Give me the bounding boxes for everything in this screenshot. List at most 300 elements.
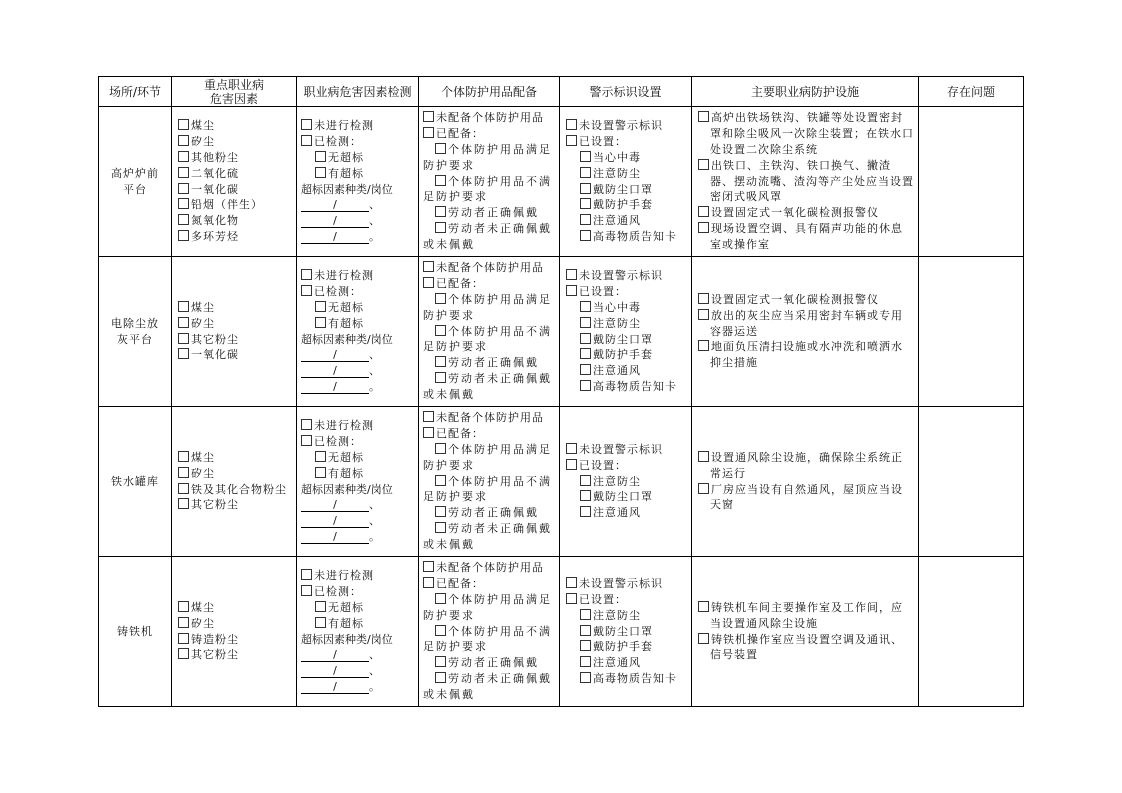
checkbox[interactable] (315, 617, 326, 628)
detection-none-exceed-label: 无超标 (328, 150, 364, 164)
ppe-sub-option-label: 个体防护用品满足防护要求 (423, 293, 552, 322)
ppe-sub-option (423, 505, 555, 521)
checkbox[interactable] (178, 135, 189, 146)
checkbox[interactable] (435, 443, 446, 454)
facility-option-label: 厂房应当设有自然通风，屋顶应当设天窗 (710, 482, 903, 512)
location-text: 平台 (123, 182, 147, 196)
checkbox[interactable] (315, 451, 326, 462)
ppe-sub-option (423, 324, 555, 356)
signs-set (566, 284, 687, 300)
exceed-factor-blank (301, 379, 414, 395)
hazard-option (178, 632, 292, 648)
ppe-sub-option (423, 221, 555, 253)
checkbox[interactable] (178, 348, 189, 359)
ppe-sub-option (423, 142, 555, 174)
checkbox[interactable] (301, 569, 312, 580)
ppe-not-equipped (423, 110, 555, 126)
checkbox[interactable] (178, 151, 189, 162)
ppe-cell (419, 257, 560, 407)
checkbox[interactable] (178, 633, 189, 644)
sign-option-label: 注意防尘 (593, 316, 641, 330)
checkbox[interactable] (435, 143, 446, 154)
hazard-option (178, 300, 292, 316)
ppe-not-equipped (423, 560, 555, 576)
ppe-sub-option (423, 671, 555, 703)
ppe-not-equipped-label: 未配备个体防护用品 (436, 561, 544, 575)
checkbox[interactable] (698, 340, 709, 351)
checkbox[interactable] (580, 625, 591, 636)
checkbox[interactable] (178, 167, 189, 178)
hazard-option-label: 矽尘 (191, 135, 215, 149)
checkbox[interactable] (566, 119, 577, 130)
header-row (99, 77, 1024, 107)
sign-option (566, 332, 687, 348)
ppe-sub-option (423, 205, 555, 221)
table-row (99, 407, 1024, 557)
detection-none-exceed (301, 300, 414, 316)
ppe-sub-option (423, 174, 555, 206)
exceed-factor-label: 超标因素种类/岗位 (301, 182, 393, 196)
sign-option-label: 注意防尘 (593, 474, 641, 488)
hazard-option (178, 118, 292, 134)
ppe-cell (419, 557, 560, 707)
sign-option (566, 197, 687, 213)
detection-done (301, 434, 414, 450)
checkbox[interactable] (435, 672, 446, 683)
signs-set-label: 已设置： (579, 593, 627, 606)
checkbox[interactable] (435, 593, 446, 604)
detection-not-done (301, 418, 414, 434)
checkbox[interactable] (178, 301, 189, 312)
detection-not-done-label: 未进行检测 (314, 119, 374, 133)
checkbox[interactable] (423, 577, 434, 588)
checkbox[interactable] (580, 317, 591, 328)
blank-punct: 、 (369, 514, 380, 528)
hazard-option-label: 多环芳烃 (191, 229, 239, 243)
ppe-equipped (423, 426, 555, 442)
checkbox[interactable] (435, 656, 446, 667)
checkbox[interactable] (580, 656, 591, 667)
hazard-option-label: 一氧化碳 (191, 348, 239, 362)
detection-exceed (301, 466, 414, 482)
checkbox[interactable] (315, 167, 326, 178)
checkbox[interactable] (566, 135, 577, 146)
sign-option (566, 624, 687, 640)
detection-cell (297, 407, 419, 557)
detection-none-exceed (301, 450, 414, 466)
checkbox[interactable] (580, 506, 591, 517)
ppe-sub-option-label: 劳动者正确佩戴 (448, 356, 539, 370)
sign-option (566, 166, 687, 182)
exceed-factor-blank (301, 529, 414, 545)
hazard-option (178, 647, 292, 663)
checkbox[interactable] (580, 475, 591, 486)
table-row (99, 557, 1024, 707)
checkbox[interactable] (301, 585, 312, 596)
checkbox[interactable] (301, 285, 312, 296)
facility-option (698, 292, 914, 308)
fill-in-blank[interactable]: / (301, 381, 369, 394)
ppe-not-equipped-label: 未配备个体防护用品 (436, 111, 544, 125)
blank-punct: 。 (369, 229, 380, 243)
checkbox[interactable] (178, 333, 189, 344)
checkbox[interactable] (423, 127, 434, 138)
hazard-option (178, 213, 292, 229)
sign-option-label: 注意通风 (593, 506, 641, 520)
blank-punct: 。 (369, 379, 380, 393)
location-text: 铁水罐库 (111, 474, 159, 488)
blank-punct: 、 (369, 214, 380, 228)
ppe-sub-option (423, 442, 555, 474)
signs-set-label: 已设置： (579, 285, 627, 299)
checkbox[interactable] (698, 309, 709, 320)
checkbox[interactable] (435, 506, 446, 517)
signs-set (566, 592, 687, 608)
sign-option (566, 363, 687, 379)
checkbox[interactable] (698, 451, 709, 462)
checkbox[interactable] (698, 222, 709, 233)
checkbox[interactable] (178, 617, 189, 628)
checkbox[interactable] (580, 198, 591, 209)
checkbox[interactable] (423, 261, 434, 272)
fill-in-blank[interactable]: / (301, 515, 369, 528)
detection-done (301, 284, 414, 300)
blank-punct: 、 (369, 498, 380, 512)
sign-option (566, 182, 687, 198)
checkbox[interactable] (580, 609, 591, 620)
location-text: 灰平台 (117, 332, 153, 346)
hazards-cell (172, 107, 297, 257)
hazard-option-label: 一氧化碳 (191, 182, 239, 196)
fill-in-blank[interactable]: / (301, 649, 369, 662)
hazard-option-label: 其它粉尘 (191, 498, 239, 512)
ppe-sub-option-label: 个体防护用品满足防护要求 (423, 443, 552, 472)
fill-in-blank[interactable]: / (301, 349, 369, 362)
ppe-sub-option-label: 劳动者未正确佩戴或未佩戴 (423, 371, 552, 401)
header-issues: 存在问题 (919, 77, 1024, 107)
ppe-sub-option (423, 355, 555, 371)
exceed-factor-blank (301, 497, 414, 513)
checkbox[interactable] (580, 348, 591, 359)
facility-option (698, 450, 914, 482)
facility-option-label: 地面负压清扫设施或水冲洗和喷洒水抑尘措施 (710, 340, 903, 370)
checkbox[interactable] (566, 269, 577, 280)
hazard-option (178, 150, 292, 166)
checkbox[interactable] (580, 640, 591, 651)
checkbox[interactable] (423, 427, 434, 438)
checkbox[interactable] (580, 230, 591, 241)
checkbox[interactable] (301, 435, 312, 446)
detection-exceed-label: 有超标 (328, 316, 364, 330)
checkbox[interactable] (698, 633, 709, 644)
detection-done-label: 已检测： (314, 135, 362, 149)
signs-not-set-label: 未设置警示标识 (579, 443, 663, 456)
sign-option (566, 300, 687, 316)
hazard-option-label: 其它粉尘 (191, 332, 239, 346)
checkbox[interactable] (580, 672, 591, 683)
facility-option (698, 632, 914, 664)
checkbox[interactable] (435, 175, 446, 186)
hazard-option-label: 铸造粉尘 (191, 632, 239, 646)
fill-in-blank[interactable]: / (301, 231, 369, 244)
detection-exceed (301, 616, 414, 632)
checkbox[interactable] (315, 317, 326, 328)
fill-in-blank[interactable]: / (301, 365, 369, 378)
ppe-sub-option-label: 劳动者正确佩戴 (448, 656, 539, 670)
checkbox[interactable] (423, 411, 434, 422)
issues-cell[interactable] (919, 407, 1024, 557)
ppe-equipped (423, 276, 555, 292)
checkbox[interactable] (178, 230, 189, 241)
hazard-option (178, 497, 292, 513)
ppe-sub-option (423, 655, 555, 671)
fill-in-blank[interactable]: / (301, 665, 369, 678)
ppe-sub-option-label: 个体防护用品不满足防护要求 (423, 324, 552, 354)
checkbox[interactable] (435, 475, 446, 486)
exceed-factor-blank (301, 679, 414, 695)
sign-option-label: 高毒物质告知卡 (593, 379, 677, 393)
signs-not-set (566, 118, 687, 134)
facilities-cell (692, 257, 919, 407)
ppe-sub-option-label: 劳动者未正确佩戴或未佩戴 (423, 671, 552, 701)
signs-not-set-label: 未设置警示标识 (579, 577, 663, 591)
checkbox[interactable] (178, 198, 189, 209)
checkbox[interactable] (698, 483, 709, 494)
sign-option (566, 150, 687, 166)
fill-in-blank[interactable]: / (301, 681, 369, 694)
sign-option (566, 316, 687, 332)
checkbox[interactable] (178, 119, 189, 130)
sign-option (566, 213, 687, 229)
table-row (99, 257, 1024, 407)
ppe-not-equipped-label: 未配备个体防护用品 (436, 411, 544, 425)
checkbox[interactable] (566, 593, 577, 604)
checkbox[interactable] (566, 459, 577, 470)
sign-option-label: 注意通风 (593, 656, 641, 670)
hazard-option-label: 矽尘 (191, 316, 215, 330)
issues-cell[interactable] (919, 107, 1024, 257)
checkbox[interactable] (178, 183, 189, 194)
hazard-option (178, 182, 292, 198)
checkbox[interactable] (698, 601, 709, 612)
checkbox[interactable] (178, 214, 189, 225)
detection-not-done (301, 268, 414, 284)
hazard-option-label: 铅烟（伴生） (191, 198, 263, 212)
hazard-option-label: 煤尘 (191, 300, 215, 314)
sign-option (566, 489, 687, 505)
hazards-cell (172, 557, 297, 707)
sign-option-label: 当心中毒 (593, 150, 641, 164)
blank-punct: 、 (369, 364, 380, 378)
checkbox[interactable] (178, 498, 189, 509)
checkbox[interactable] (435, 372, 446, 383)
checkbox[interactable] (580, 333, 591, 344)
exceed-factor-label: 超标因素种类/岗位 (301, 632, 393, 646)
facility-option (698, 110, 914, 157)
checkbox[interactable] (698, 206, 709, 217)
checkbox[interactable] (580, 167, 591, 178)
facilities-cell (692, 557, 919, 707)
checkbox[interactable] (315, 601, 326, 612)
checkbox[interactable] (566, 285, 577, 296)
checkbox[interactable] (435, 325, 446, 336)
checkbox[interactable] (315, 301, 326, 312)
hazard-option (178, 316, 292, 332)
sign-option-label: 注意防尘 (593, 166, 641, 180)
ppe-equipped-label: 已配备： (436, 577, 484, 591)
detection-not-done (301, 118, 414, 134)
location-text: 铸铁机 (117, 624, 153, 638)
checkbox[interactable] (435, 522, 446, 533)
exceed-factor-blank (301, 213, 414, 229)
facilities-cell (692, 407, 919, 557)
checkbox[interactable] (580, 183, 591, 194)
facility-option-label: 铸铁机操作室应当设置空调及通讯、信号装置 (710, 632, 903, 662)
detection-none-exceed-label: 无超标 (328, 600, 364, 614)
signs-set (566, 458, 687, 474)
sign-option (566, 639, 687, 655)
signs-set-label: 已设置： (579, 135, 627, 149)
header-ppe: 个体防护用品配备 (419, 77, 560, 107)
fill-in-blank[interactable]: / (301, 215, 369, 228)
ppe-sub-option-label: 个体防护用品不满足防护要求 (423, 174, 552, 204)
ppe-sub-option (423, 592, 555, 624)
ppe-sub-option (423, 521, 555, 553)
detection-exceed-label: 有超标 (328, 166, 364, 180)
detection-not-done-label: 未进行检测 (314, 269, 374, 283)
checkbox[interactable] (301, 135, 312, 146)
checkbox[interactable] (698, 159, 709, 170)
facility-option (698, 221, 914, 253)
detection-exceed-label: 有超标 (328, 616, 364, 630)
signs-not-set (566, 268, 687, 284)
hazard-option (178, 332, 292, 348)
sign-option-label: 戴防尘口罩 (593, 332, 653, 346)
issues-cell[interactable] (919, 557, 1024, 707)
checkbox[interactable] (301, 119, 312, 130)
blank-punct: 。 (369, 529, 380, 543)
checkbox[interactable] (698, 293, 709, 304)
detection-done-label: 已检测： (314, 435, 362, 449)
sign-option-label: 戴防尘口罩 (593, 182, 653, 196)
checkbox[interactable] (435, 206, 446, 217)
checkbox[interactable] (580, 214, 591, 225)
checkbox[interactable] (580, 380, 591, 391)
checkbox[interactable] (580, 364, 591, 375)
sign-option-label: 戴防护手套 (593, 640, 653, 654)
ppe-equipped-label: 已配备： (436, 277, 484, 291)
fill-in-blank[interactable]: / (301, 199, 369, 212)
ppe-cell (419, 107, 560, 257)
ppe-sub-option-label: 劳动者未正确佩戴或未佩戴 (423, 521, 552, 551)
ppe-sub-option-label: 个体防护用品满足防护要求 (423, 593, 552, 622)
checkbox[interactable] (566, 577, 577, 588)
checkbox[interactable] (178, 601, 189, 612)
checkbox[interactable] (698, 111, 709, 122)
checkbox[interactable] (315, 467, 326, 478)
hazards-cell (172, 407, 297, 557)
location-cell (99, 407, 172, 557)
checkbox[interactable] (435, 625, 446, 636)
checkbox[interactable] (435, 293, 446, 304)
exceed-factor-label: 超标因素种类/岗位 (301, 482, 393, 496)
detection-none-exceed (301, 150, 414, 166)
checkbox[interactable] (580, 490, 591, 501)
sign-option-label: 戴防尘口罩 (593, 624, 653, 638)
exceed-factor-blank (301, 347, 414, 363)
issues-cell[interactable] (919, 257, 1024, 407)
sign-option-label: 高毒物质告知卡 (593, 229, 677, 243)
facility-option-label: 出铁口、主铁沟、铁口换气、撇渣器、摆动流嘴、渣沟等产尘处应当设置密闭式吸风罩 (710, 158, 914, 204)
facility-option-label: 高炉出铁场铁沟、铁罐等处设置密封罩和除尘吸风一次除尘装置；在铁水口处设置二次除尘系统 (710, 111, 914, 156)
detection-not-done-label: 未进行检测 (314, 569, 374, 583)
location-text: 电除尘放 (111, 316, 159, 330)
checkbox[interactable] (301, 269, 312, 280)
sign-option (566, 505, 687, 521)
exceed-factor-blank (301, 197, 414, 213)
checkbox[interactable] (566, 443, 577, 454)
blank-punct: 、 (369, 664, 380, 678)
detection-exceed (301, 316, 414, 332)
hazard-option-label: 煤尘 (191, 600, 215, 614)
checkbox[interactable] (423, 111, 434, 122)
checkbox[interactable] (178, 483, 189, 494)
checkbox[interactable] (435, 222, 446, 233)
ppe-sub-option (423, 624, 555, 656)
blank-punct: 、 (369, 198, 380, 212)
exceed-factor-blank (301, 647, 414, 663)
ppe-sub-option-label: 个体防护用品满足防护要求 (423, 143, 552, 172)
checkbox[interactable] (178, 451, 189, 462)
hazard-option (178, 166, 292, 182)
header-detection: 职业病危害因素检测 (297, 77, 419, 107)
hazard-option-label: 二氧化硫 (191, 166, 239, 180)
checkbox[interactable] (178, 317, 189, 328)
checkbox[interactable] (423, 277, 434, 288)
hazard-option-label: 矽尘 (191, 466, 215, 480)
hazards-cell (172, 257, 297, 407)
sign-option (566, 347, 687, 363)
fill-in-blank[interactable]: / (301, 499, 369, 512)
location-text: 高炉炉前 (111, 166, 159, 180)
sign-option-label: 戴防尘口罩 (593, 490, 653, 504)
ppe-equipped-label: 已配备： (436, 427, 484, 441)
sign-option (566, 608, 687, 624)
facility-option (698, 339, 914, 371)
sign-option-label: 戴防护手套 (593, 348, 653, 362)
checkbox[interactable] (580, 301, 591, 312)
checkbox[interactable] (580, 151, 591, 162)
fill-in-blank[interactable]: / (301, 531, 369, 544)
signs-cell (560, 257, 692, 407)
checkbox[interactable] (435, 356, 446, 367)
facility-option-label: 设置固定式一氧化碳检测报警仪 (711, 206, 879, 220)
detection-done-label: 已检测： (314, 585, 362, 599)
location-cell (99, 557, 172, 707)
checkbox[interactable] (178, 467, 189, 478)
checkbox[interactable] (178, 648, 189, 659)
checkbox[interactable] (301, 419, 312, 430)
checkbox[interactable] (315, 151, 326, 162)
hazard-option-label: 铁及其化合物粉尘 (191, 482, 287, 496)
hazard-option-label: 矽尘 (191, 616, 215, 630)
checkbox[interactable] (423, 561, 434, 572)
detection-done-label: 已检测： (314, 285, 362, 299)
facility-option-label: 放出的灰尘应当采用密封车辆或专用容器运送 (710, 308, 903, 338)
signs-cell (560, 107, 692, 257)
hazard-option-label: 氮氧化物 (191, 214, 239, 228)
ppe-sub-option-label: 个体防护用品不满足防护要求 (423, 624, 552, 654)
